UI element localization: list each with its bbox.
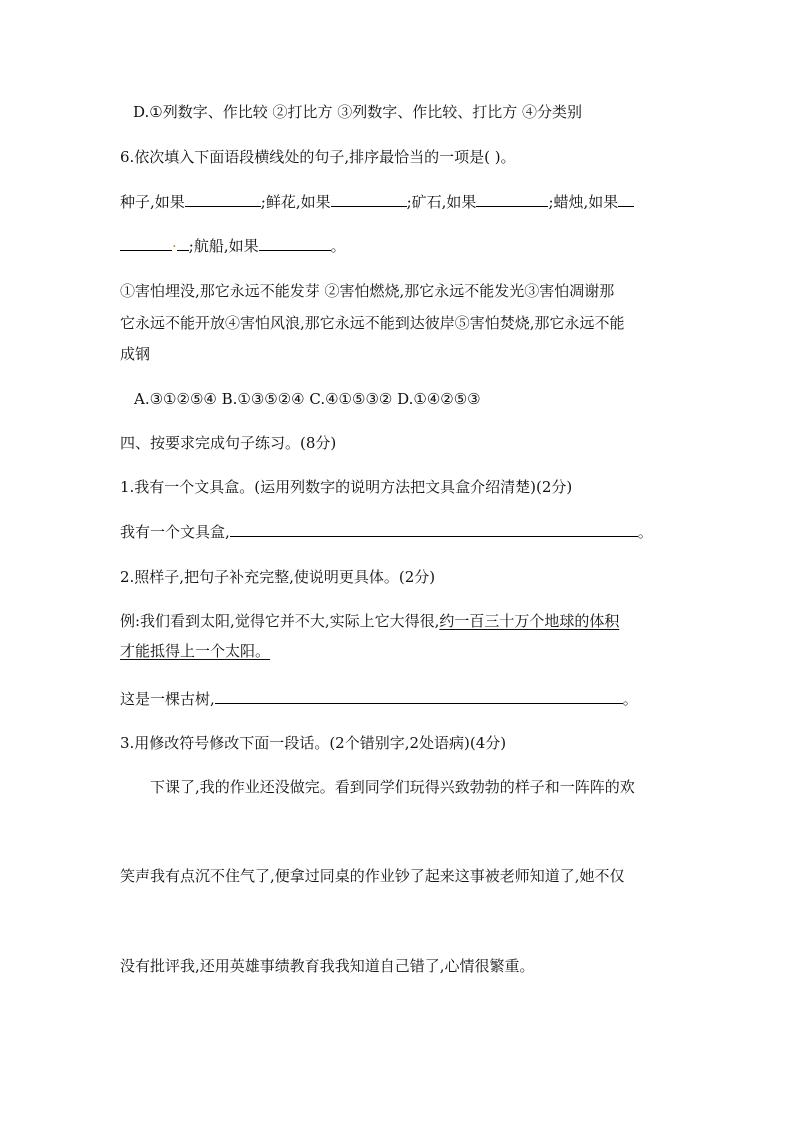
section-4-question-1: 1.我有一个文具盒。(运用列数字的说明方法把文具盒介绍清楚)(2分) <box>120 478 573 496</box>
question-6-sentences-2: 它永远不能开放④害怕风浪,那它永远不能到达彼岸⑤害怕焚烧,那它永远不能 <box>120 314 625 332</box>
section-4-example-line-1: 例:我们看到太阳,觉得它并不大,实际上它大得很,约一百三十万个地球的体积 <box>120 612 620 630</box>
section-4-example-line-2: 才能抵得上一个太阳。 <box>120 642 271 660</box>
blank-2[interactable] <box>331 192 407 207</box>
option-d-line <box>133 102 582 122</box>
paragraph-line-3: 没有批评我,还用英雄事绩教育我我知道自己错了,心情很繁重。 <box>120 957 535 975</box>
answer-2-blank[interactable] <box>215 689 623 704</box>
section-4-question-3: 3.用修改符号修改下面一段话。(2个错别字,2处语病)(4分) <box>120 734 507 752</box>
blank-3[interactable] <box>476 192 548 207</box>
question-6-blank-line-1: 种子,如果 ;鲜花,如果 ;矿石,如果 ;蜡烛,如果 <box>120 192 634 212</box>
paragraph-line-1: 下课了,我的作业还没做完。看到同学们玩得兴致勃勃的样子和一阵阵的欢 <box>150 778 635 796</box>
blank-4-tail <box>177 236 189 251</box>
blank-1[interactable] <box>185 192 261 207</box>
blank-5[interactable] <box>259 236 331 251</box>
section-4-heading: 四、按要求完成句子练习。(8分) <box>120 434 337 452</box>
question-6-choices: A.③①②⑤④ B.①③⑤②④ C.④①⑤③② D.①④②⑤③ <box>134 390 481 408</box>
section-4-answer-2: 这是一棵古树, 。 <box>120 690 638 708</box>
blank-4-start[interactable] <box>618 192 634 207</box>
paragraph-line-2: 笑声我有点沉不住气了,便拿过同桌的作业钞了起来这事被老师知道了,她不仅 <box>120 867 625 885</box>
question-6-stem: 6.依次填入下面语段横线处的句子,排序最恰当的一项是( )。 <box>120 148 516 166</box>
question-6-sentences-3: 成钢 <box>120 345 151 363</box>
option-d-text: D.①列数字、作比较 ②打比方 ③列数字、作比较、打比方 ④分类别 <box>133 103 583 121</box>
question-6-blank-line-2: · ;航船,如果 。 <box>120 236 346 256</box>
answer-1-blank[interactable] <box>230 522 638 537</box>
stray-dot: · <box>172 237 177 255</box>
blank-4-end[interactable] <box>120 236 172 251</box>
section-4-answer-1: 我有一个文具盒, 。 <box>120 523 653 541</box>
section-4-question-2: 2.照样子,把句子补充完整,使说明更具体。(2分) <box>120 568 436 586</box>
question-6-sentences-1: ①害怕埋没,那它永远不能发芽 ②害怕燃烧,那它永远不能发光③害怕凋谢那 <box>120 282 615 300</box>
